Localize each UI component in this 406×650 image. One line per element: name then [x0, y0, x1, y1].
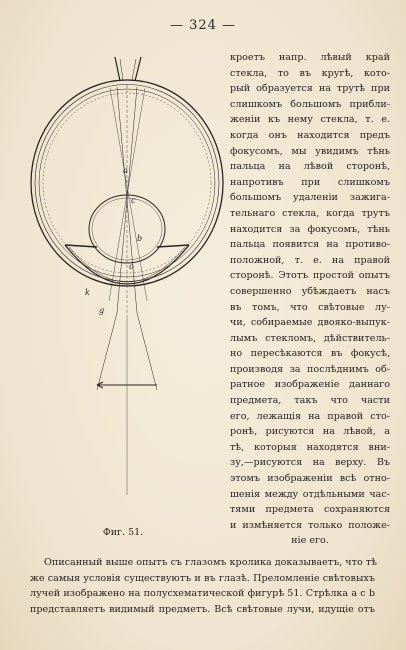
column-line: ронѣ, рисуются на лѣвой, а [230, 426, 390, 438]
column-line: тями предмета сохраняются [230, 504, 390, 516]
column-line: напротивъ при слишкомъ [230, 176, 390, 188]
body-line: представляетъ видимый предметъ. Всѣ свѣтовые лучи, идущіе отъ [30, 604, 375, 616]
column-line: производя за послѣднимъ об- [230, 363, 390, 375]
figure-label-o: о [129, 262, 134, 271]
column-line: пальца на лѣвой сторонѣ, [230, 161, 390, 173]
column-line: ніе его. [291, 535, 329, 547]
column-line: но пересѣкаются въ фокусѣ, [230, 348, 390, 360]
column-line: въ томъ, что свѣтовые лу- [230, 301, 390, 313]
column-line: большомъ удаленіи зажига- [230, 192, 390, 204]
eye-diagram-figure [25, 55, 230, 525]
column-line: когда онъ находится предъ [230, 129, 390, 141]
figure-label-b: b [137, 234, 143, 243]
column-line: находится за фокусомъ, тѣнь [230, 223, 390, 235]
text-column [230, 50, 390, 549]
column-line: совершенно убѣждаетъ насъ [230, 285, 390, 297]
column-line: предмета, такъ что части [230, 395, 390, 407]
column-line: лымъ стекломъ, дѣйствитель- [230, 332, 390, 344]
body-line: же самыя условія существуютъ и въ глазѣ. Преломленіе свѣтовыхъ [30, 572, 375, 584]
column-line: этомъ изображеніи всѣ отно- [230, 473, 390, 485]
column-line: шенія между отдѣльными час- [230, 488, 390, 500]
column-line: фокусомъ, мы увидимъ тѣнь [230, 145, 390, 157]
column-line: его, лежащія на правой сто- [230, 410, 390, 422]
column-line: тѣ, которыя находятся вни- [230, 441, 390, 453]
figure-caption: Фиг. 51. [102, 527, 144, 538]
column-line: пальца появится на противо- [230, 239, 390, 251]
body-line: Описанный выше опытъ съ глазомъ кролика доказываетъ, что тѣ [44, 557, 377, 568]
body-line: лучей изображено на полусхематической фигурѣ 51. Стрѣлка а с b [30, 588, 375, 600]
column-line: тельнаго стекла, когда трутъ [230, 207, 390, 219]
figure-label-k: k [85, 288, 90, 297]
body-paragraph [30, 555, 375, 618]
figure-label-a: а [123, 166, 128, 175]
page-number: — 324 — [169, 18, 237, 33]
column-line: кроетъ напр. лѣвый край [230, 52, 390, 63]
column-line: зу,—рисуются на верху. Въ [230, 457, 390, 469]
column-line: и измѣняется только положе- [230, 519, 390, 531]
column-line: женіи къ нему стекла, т. е. [230, 114, 390, 126]
column-line: ратное изображеніе даннаго [230, 379, 390, 391]
column-line: слишкомъ большомъ прибли- [230, 98, 390, 110]
eye-cross-section-svg [25, 55, 230, 525]
column-line: рый образуется на трутѣ при [230, 83, 390, 95]
column-line: стекла, то въ кругѣ, кото- [230, 67, 390, 79]
column-line: сторонѣ. Этотъ простой опытъ [230, 270, 390, 282]
figure-label-g: g [99, 306, 105, 315]
column-line: положной, т. е. на правой [230, 254, 390, 266]
column-line: чи, собираемые двояко-выпук- [230, 317, 390, 329]
figure-label-c: с [131, 196, 136, 205]
